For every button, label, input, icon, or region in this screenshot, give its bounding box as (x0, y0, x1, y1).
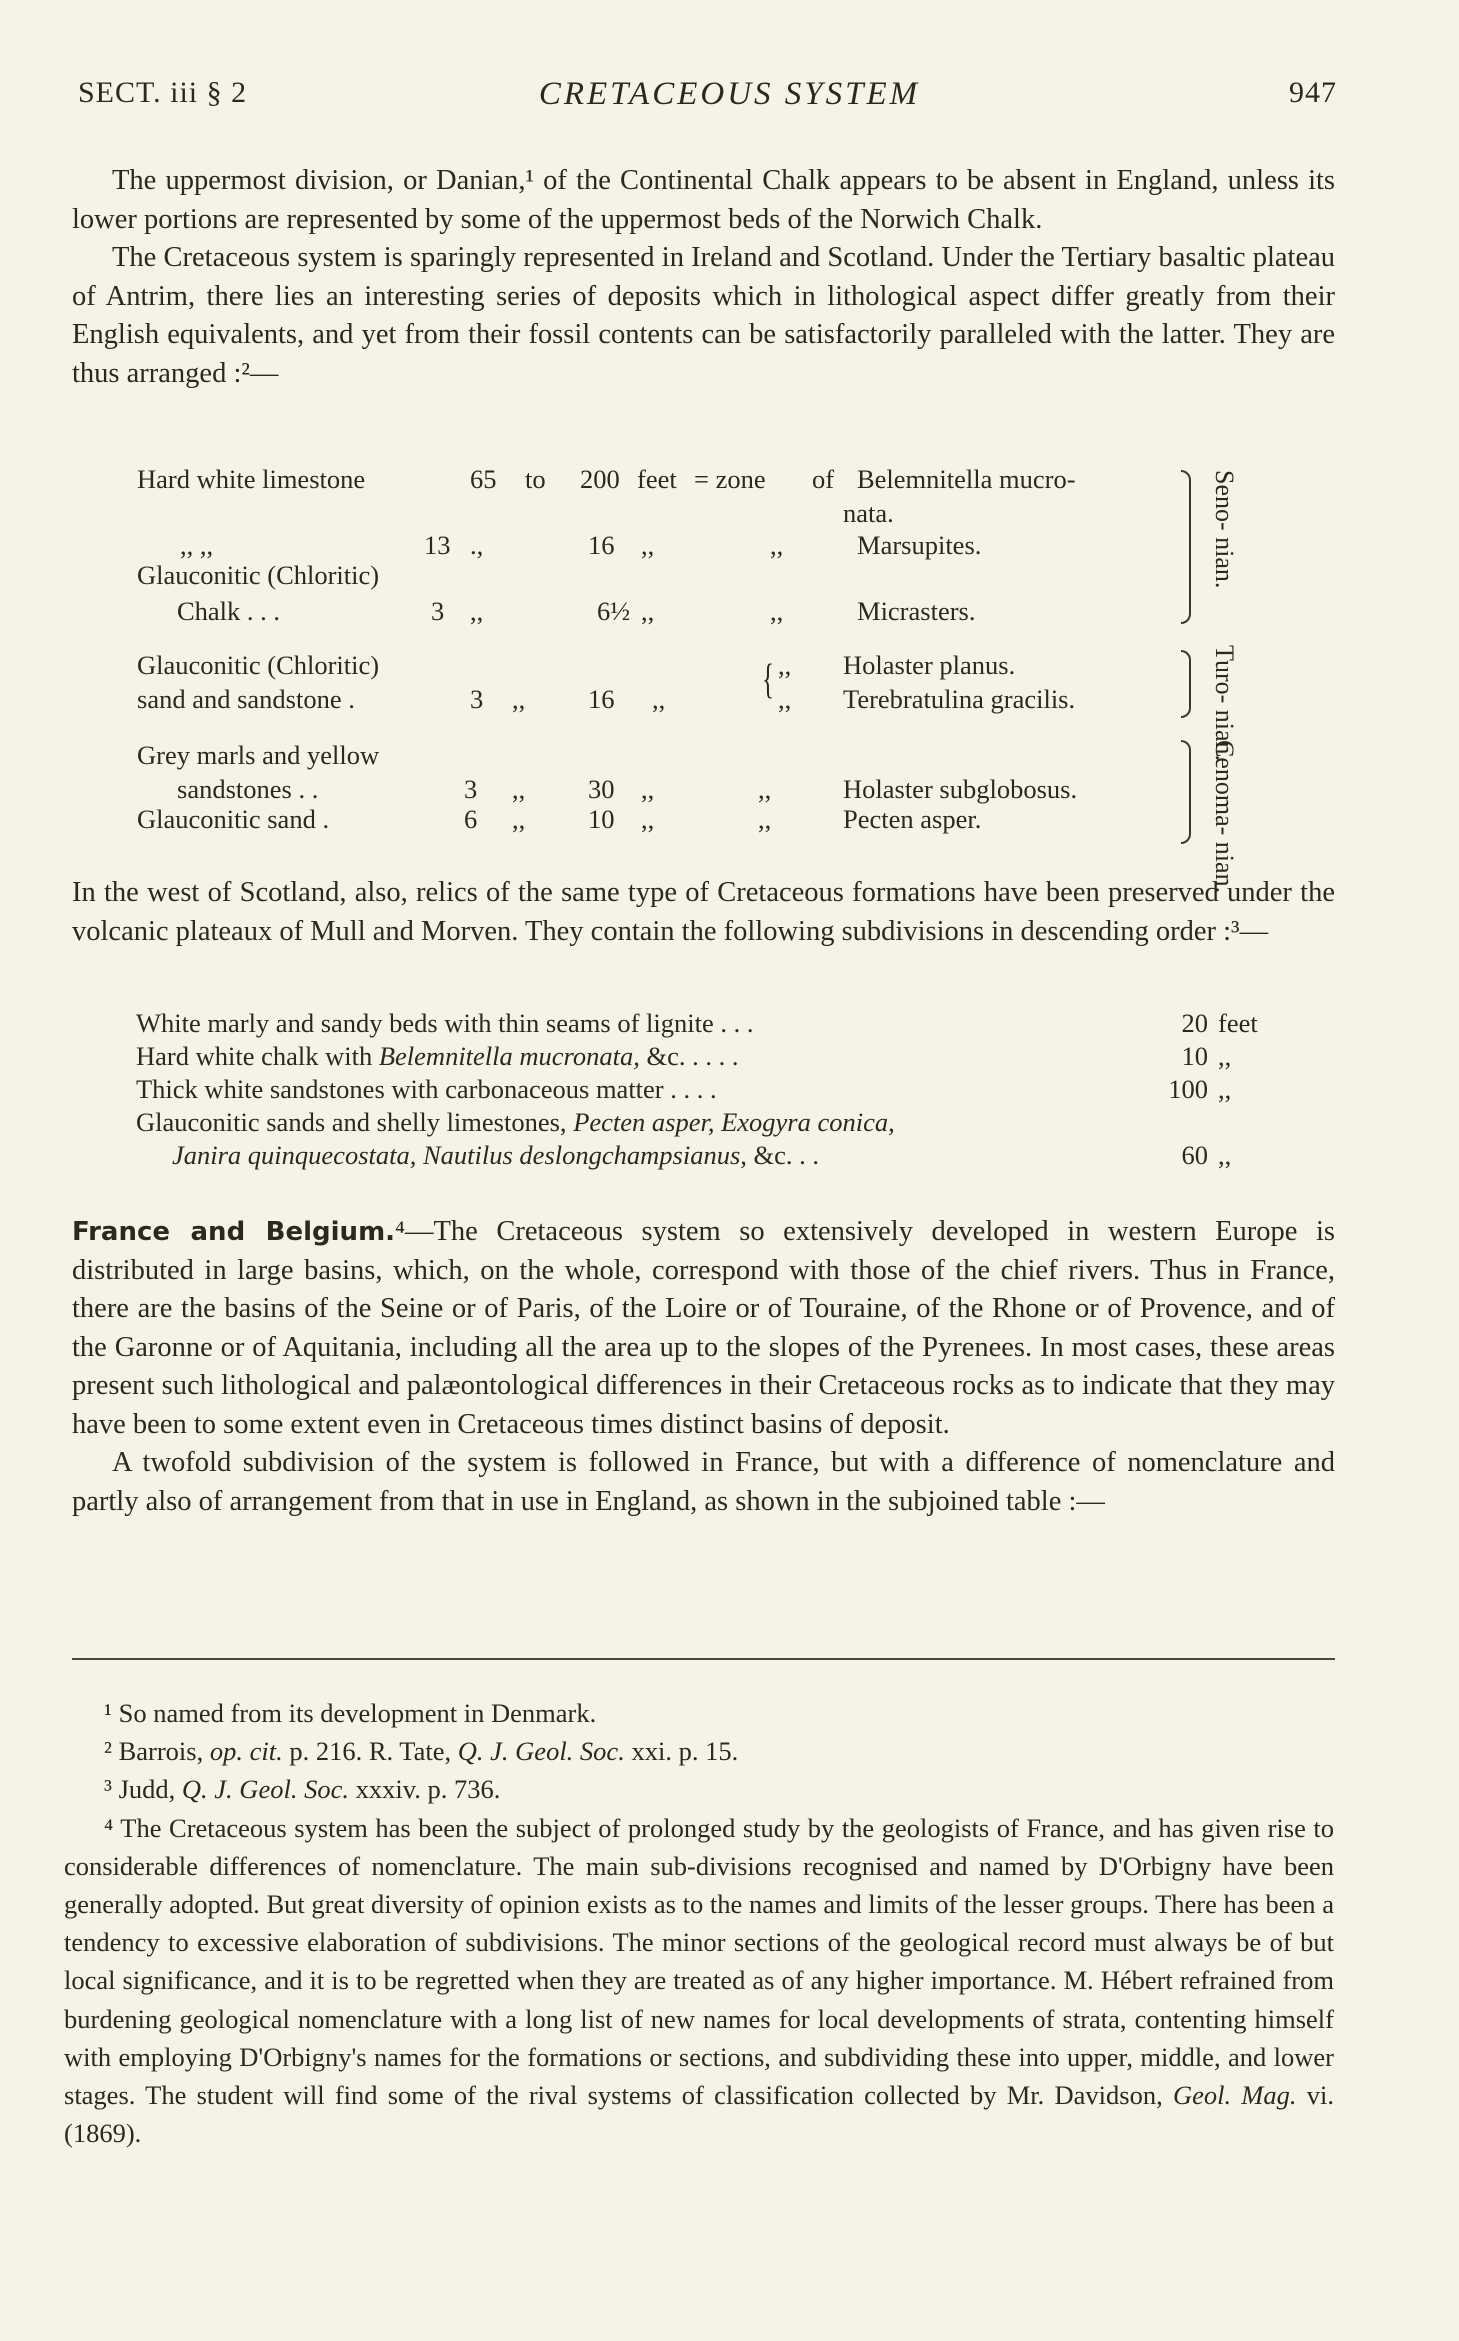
unit: feet (1218, 1008, 1258, 1038)
species-name: Janira quinquecostata, Nautilus deslongchampsianus, (172, 1140, 747, 1170)
stage-turonian: Turo- nian. (1210, 645, 1239, 762)
turonian-brace (1181, 650, 1191, 718)
unit: ,, (1218, 1041, 1232, 1071)
rock-name: Glauconitic (Chloritic) (137, 650, 380, 680)
thickness: 100 (1168, 1074, 1208, 1104)
footnote: ² Barrois, op. cit. p. 216. R. Tate, Q. J. Geol. Soc. xxi. p. 15. (104, 1736, 739, 1767)
fossil-name: Micrasters. (857, 596, 976, 626)
thickness-to: 200 (580, 464, 620, 494)
footnote-mark: ² (104, 1736, 112, 1767)
species-name: Belemnitella mucronata, (378, 1041, 640, 1071)
senonian-brace (1181, 470, 1191, 624)
unit: ,, (1218, 1140, 1232, 1170)
rock-name: Grey marls and yellow (137, 740, 380, 770)
ditto-marks: ,, ,, (180, 530, 214, 560)
thickness-from: 65 (470, 464, 497, 494)
thickness-to: 16 (588, 530, 615, 560)
france-section (72, 1213, 1335, 1521)
rock-name-cont: sand and sandstone . (137, 684, 355, 714)
ditto-marks: ,, (641, 774, 655, 804)
fossil-name: Holaster planus. (843, 650, 1016, 680)
paragraph: France and Belgium.⁴—The Cretaceous system so extensively developed in western Europe is distributed in large basins, which, on the whole, correspond with those of the chief rivers. Thus in France, there are the basins of the Seine or of Paris, of the Loire or of Touraine, of the Rhone or of Provence, and of the Garonne or of Aquitania, including all the area up to the slopes of the Pyrenees. In most cases, these areas present such lithological and palæontological differences in their Cretaceous rocks as to indicate that they may have been to some extent even in Cretaceous times distinct basins of deposit. (72, 1216, 1336, 1440)
footnote-mark: ⁴ (104, 1812, 114, 1843)
bed-description: Hard white chalk with Belemnitella mucronata, &c. . . . . (136, 1041, 739, 1071)
paragraph: A twofold subdivision of the system is followed in France, but with a difference of nomenclature and partly also of arrangement from that in use in England, as shown in the subjoined table :— (72, 1447, 1335, 1517)
section-label: SECT. iii § 2 (78, 76, 248, 109)
unit: ,, (1218, 1074, 1232, 1104)
zone-label: = zone (694, 464, 766, 494)
ditto-marks: ,, (778, 684, 792, 714)
separator: ,, (512, 684, 526, 714)
thickness-to: 6½ (597, 596, 631, 626)
footnote-mark: ¹ (104, 1698, 112, 1728)
thickness-to: 10 (588, 804, 615, 834)
footnote: ⁴ The Cretaceous system has been the subject of prolonged study by the geologists of France, and has given rise to considerable differences of nomenclature. The main sub-divisions recognised and named by D'Orbigny have been generally adopted. But great diversity of opinion exists as to the names and limits of the lesser groups. There has been a tendency to excessive elaboration of subdivisions. The minor sections of the geological record must always be of but local significance, and it is to be regretted when they are treated as of any higher importance. M. Hébert refrained from burdening geological nomenclature with a long list of new names for local developments of strata, contenting himself with employing D'Orbigny's names for the formations or sections, and subdividing these into upper, middle, and lower stages. The student will find some of the rival systems of classification collected by Mr. Davidson, Geol. Mag. vi. (1869). (64, 1812, 1334, 2149)
bed-description: Glauconitic sands and shelly limestones, Pecten asper, Exogyra conica, (136, 1107, 895, 1137)
thickness-to: 30 (588, 774, 615, 804)
bed-description: Thick white sandstones with carbonaceous matter . . . . (136, 1074, 717, 1104)
brace-open: { (762, 657, 775, 703)
page-title: CRETACEOUS SYSTEM (538, 76, 921, 112)
fossil-name: Holaster subglobosus. (843, 774, 1078, 804)
rock-name-cont: Chalk . . . (177, 596, 281, 626)
stage-senonian: Seno- nian. (1210, 470, 1239, 589)
rock-name-cont: sandstones . . (177, 774, 319, 804)
rock-name: Glauconitic (Chloritic) (137, 560, 380, 590)
stage-cenomanian: Cenoma- nian. (1210, 740, 1239, 894)
fossil-name: Marsupites. (857, 530, 982, 560)
footnote: ³ Judd, Q. J. Geol. Soc. xxxiv. p. 736. (104, 1774, 501, 1805)
paragraph: The uppermost division, or Danian,¹ of the Continental Chalk appears to be absent in England, unless its lower portions are represented by some of the uppermost beds of the Norwich Chalk. (72, 165, 1335, 235)
thickness-from: 6 (464, 804, 478, 834)
bed-description: White marly and sandy beds with thin seams of lignite . . . (136, 1008, 754, 1038)
thickness-from: 3 (431, 596, 445, 626)
scotland-text (72, 874, 1335, 951)
footnote-divider (72, 1658, 1335, 1660)
ditto-marks: ,, (641, 804, 655, 834)
of-word: of (812, 464, 835, 494)
rock-name: Glauconitic sand . (137, 804, 330, 834)
ditto-marks: ,, (641, 530, 655, 560)
fossil-name: Terebratulina gracilis. (843, 684, 1076, 714)
separator: ,, (512, 774, 526, 804)
thickness-to: 16 (588, 684, 615, 714)
to-word: to (525, 464, 546, 494)
separator: ., (470, 530, 484, 560)
species-name: Pecten asper, Exogyra conica, (573, 1107, 895, 1137)
ditto-marks: ,, (770, 530, 784, 560)
ditto-marks: ,, (778, 650, 792, 680)
footnote: ¹ So named from its development in Denmark. (104, 1698, 597, 1728)
rock-name: Hard white limestone (137, 464, 366, 494)
ditto-marks: ,, (770, 596, 784, 626)
separator: ,, (470, 596, 484, 626)
unit: feet (637, 464, 677, 494)
fossil-name: Belemnitella mucro- (857, 464, 1076, 494)
paragraph: The Cretaceous system is sparingly represented in Ireland and Scotland. Under the Tertiary basaltic plateau of Antrim, there lies an interesting series of deposits which in lithological aspect differ greatly from their English equivalents, and yet from their fossil contents can be satisfactorily paralleled with the latter. They are thus arranged :²— (72, 242, 1335, 389)
paragraph: In the west of Scotland, also, relics of the same type of Cretaceous formations have been preserved under the volcanic plateaux of Mull and Morven. They contain the following subdivisions in descending order :³— (72, 877, 1335, 947)
ditto-marks: ,, (758, 774, 772, 804)
thickness-from: 3 (470, 684, 484, 714)
fossil-name: Pecten asper. (843, 804, 982, 834)
thickness-from: 3 (464, 774, 478, 804)
section-heading: France and Belgium. (72, 1217, 396, 1247)
ditto-marks: ,, (641, 596, 655, 626)
thickness: 10 (1181, 1041, 1208, 1071)
thickness: 60 (1181, 1140, 1208, 1170)
thickness-from: 13 (424, 530, 451, 560)
ditto-marks: ,, (758, 804, 772, 834)
intro-text (72, 162, 1335, 393)
bed-description: Janira quinquecostata, Nautilus deslongchampsianus, &c. . . (172, 1140, 820, 1170)
ditto-marks: ,, (652, 684, 666, 714)
separator: ,, (512, 804, 526, 834)
footnotes (64, 1694, 1334, 2152)
page-number: 947 (1289, 76, 1337, 109)
footnote-mark: ³ (104, 1774, 112, 1805)
thickness: 20 (1181, 1008, 1208, 1038)
cenomanian-brace (1181, 740, 1191, 844)
fossil-name-cont: nata. (843, 498, 894, 528)
